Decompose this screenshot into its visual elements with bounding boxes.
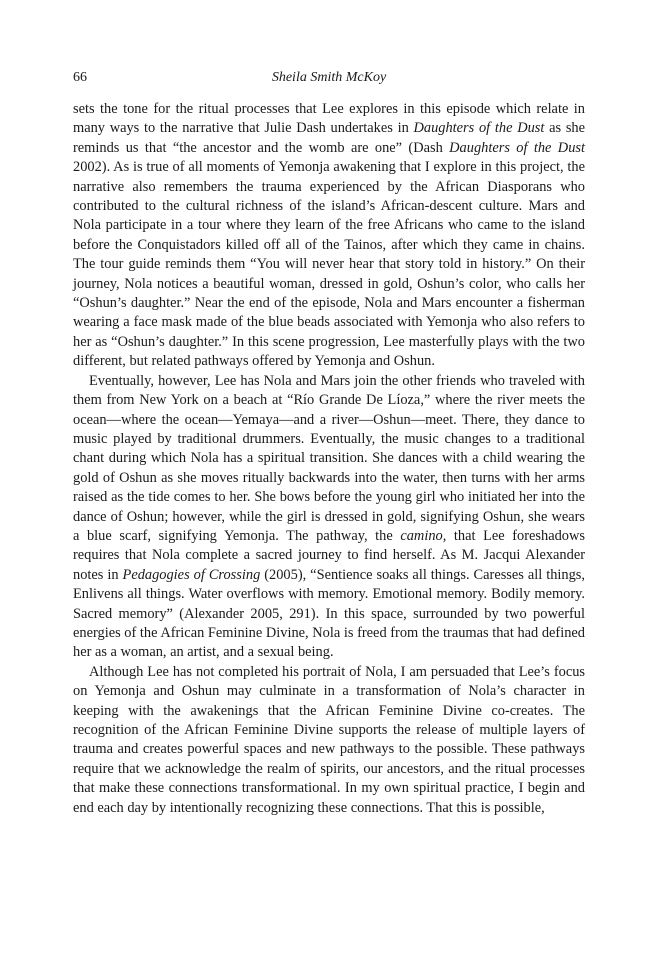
text-run: (2005), “Sentience soaks all things. Caresses all things, Enlivens all things. Water overflows with memory. Emotional memory. Bodily memory. Sacred memory” (Alexander 2005, 291). In this space, surrounded by two powerful energies of the African Feminine Divine, Nola is freed from the traumas that had defined her as a woman, an artist, and a sexual being. [73,566,586,661]
text-run: as she reminds us that “the ancestor and the womb are one” (Dash [73,120,585,156]
page-number: 66 [73,70,87,85]
text-run: 2002). As is true of all moments of Yemonja awakening that I explore in this project, the narrative also remembers the trauma experienced by the African Diasporans who contributed to the cultural richness of the island’s African-descent culture. Mars and Nola participate in a tour where they learn of the free Africans who came to the island before the Conquistadors killed off all of the Tainos, after which they came in chains. The tour guide reminds them “You will never hear that story told in history.” On their journey, Nola notices a beautiful woman, dressed in gold, Oshun’s color, who calls her “Oshun’s daughter.” Near the end of the episode, Nola and Mars encounter a fisherman wearing a face mask made of the blue beads associated with Yemonja who also refers to her as “Oshun’s daughter.” In this scene progression, Lee masterfully plays with the two different, but related pathways offered by Yemonja and Oshun. [73,159,585,370]
italic-title: camino [400,527,443,544]
text-run: Eventually, however, Lee has Nola and Mars join the other friends who traveled with them from New York on a beach at “Río Grande De Líoza,” where the river meets the ocean—where the ocean—Yemaya—and a river—Oshun—meet. There, they dance to music played by traditional drummers. Eventually, the music changes to a traditional chant during which Nola has a spiritual transition. She dances with a child wearing the gold of Oshun as she moves ritually backwards into the water, then turns with her arms raised as the tide comes to her. She bows before the young girl who initiated her into the dance of Oshun; however, while the girl is dressed in gold, signifying Oshun, she wears a blue scarf, signifying Yemonja. The pathway, the [73,372,585,544]
paragraph [73,372,585,663]
text-run: , that Lee foreshadows requires that Nola complete a sacred journey to find herself. As M. Jacqui Alexander notes in [73,527,585,583]
paragraph [73,100,585,372]
page-header [73,68,585,88]
running-head: Sheila Smith McKoy [271,70,387,85]
italic-title: Pedagogies of Crossing [122,566,261,583]
italic-title: Daughters of the Dust [413,120,545,137]
body-text [73,100,585,818]
italic-title: Daughters of the Dust [449,139,585,156]
paragraph [73,663,585,818]
text-run: Although Lee has not completed his portrait of Nola, I am persuaded that Lee’s focus on Yemonja and Oshun may culminate in a transformation of Nola’s character in keeping with the awakenings that the African Feminine Divine co-creates. The recognition of the African Feminine Divine supports the release of multiple layers of trauma and creates powerful spaces and new pathways to the possible. These pathways require that we acknowledge the realm of spirits, our ancestors, and the ritual processes that make these connections transformational. In my own spiritual practice, I begin and end each day by intentionally recognizing these connections. That this is possible, [73,663,585,816]
text-run: sets the tone for the ritual processes that Lee explores in this episode which relate in many ways to the narrative that Julie Dash undertakes in [73,101,585,137]
